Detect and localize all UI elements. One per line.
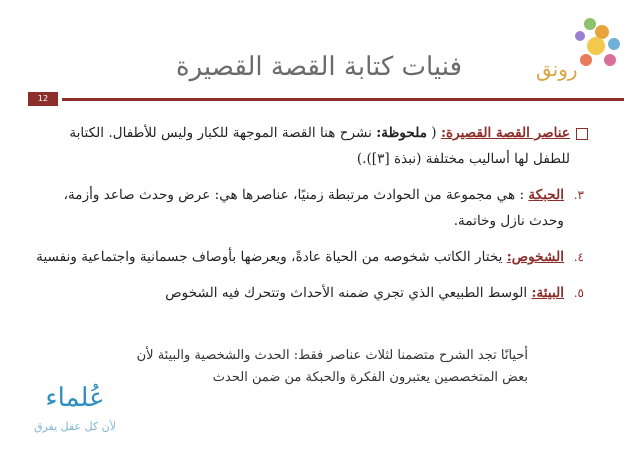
- list-item-plot: [30, 182, 584, 234]
- list-number: ٣.: [573, 188, 584, 202]
- list-item-characters: [30, 244, 584, 270]
- item-text: هي مجموعة من الحوادث مرتبطة زمنيًا، عناصرها هي: عرض وحدث صاعد وأزمة، وحدث نازل وخاتمة.: [63, 187, 564, 229]
- list-number: ٥.: [573, 286, 584, 300]
- intro-note-text: نشرح هنا القصة الموجهة للكبار وليس للأطفال. الكتابة للطفل لها أساليب مختلفة (نبذة [٣]).): [69, 125, 570, 167]
- item-term: الشخوص:: [506, 249, 564, 265]
- footnote: أحيانًا تجد الشرح متضمنا لثلاث عناصر فقط: الحدث والشخصية والبيئة لأن بعض المتخصصين يعتبرون الفكرة والحبكة من ضمن الحدث: [136, 348, 528, 385]
- square-bullet-icon: [576, 128, 588, 140]
- intro-paragraph: [30, 120, 590, 172]
- intro-term: عناصر القصة القصيرة:: [440, 125, 570, 141]
- intro-note-label: ملحوظة:: [376, 125, 427, 141]
- title-divider: [62, 98, 624, 101]
- item-term: الحبكة: [528, 187, 564, 203]
- logo-main-text: عُلماء: [45, 383, 105, 413]
- item-sep: :: [515, 187, 529, 203]
- intro-note-open: (: [426, 125, 441, 141]
- svg-text:ﺭﻭﻧﻖ: ﺭﻭﻧﻖ: [536, 57, 578, 81]
- slide-title: فنيات كتابة القصة القصيرة: [175, 52, 463, 82]
- ulamaa-logo-icon: [20, 370, 130, 440]
- item-text: يختار الكاتب شخوصه من الحياة عادةً، ويعرضها بأوصاف جسمانية واجتماعية ونفسية: [36, 249, 503, 265]
- item-term: البيئة:: [531, 285, 564, 301]
- item-text: الوسط الطبيعي الذي تجري ضمنه الأحداث وتتحرك فيه الشخوص: [165, 285, 528, 301]
- slide-content: [30, 120, 590, 306]
- list-number: ٤.: [573, 250, 584, 264]
- logo-tagline: لأن كل عقل يفرق: [33, 420, 117, 433]
- list-item-setting: [30, 280, 584, 306]
- page-number-badge: 12: [28, 92, 58, 106]
